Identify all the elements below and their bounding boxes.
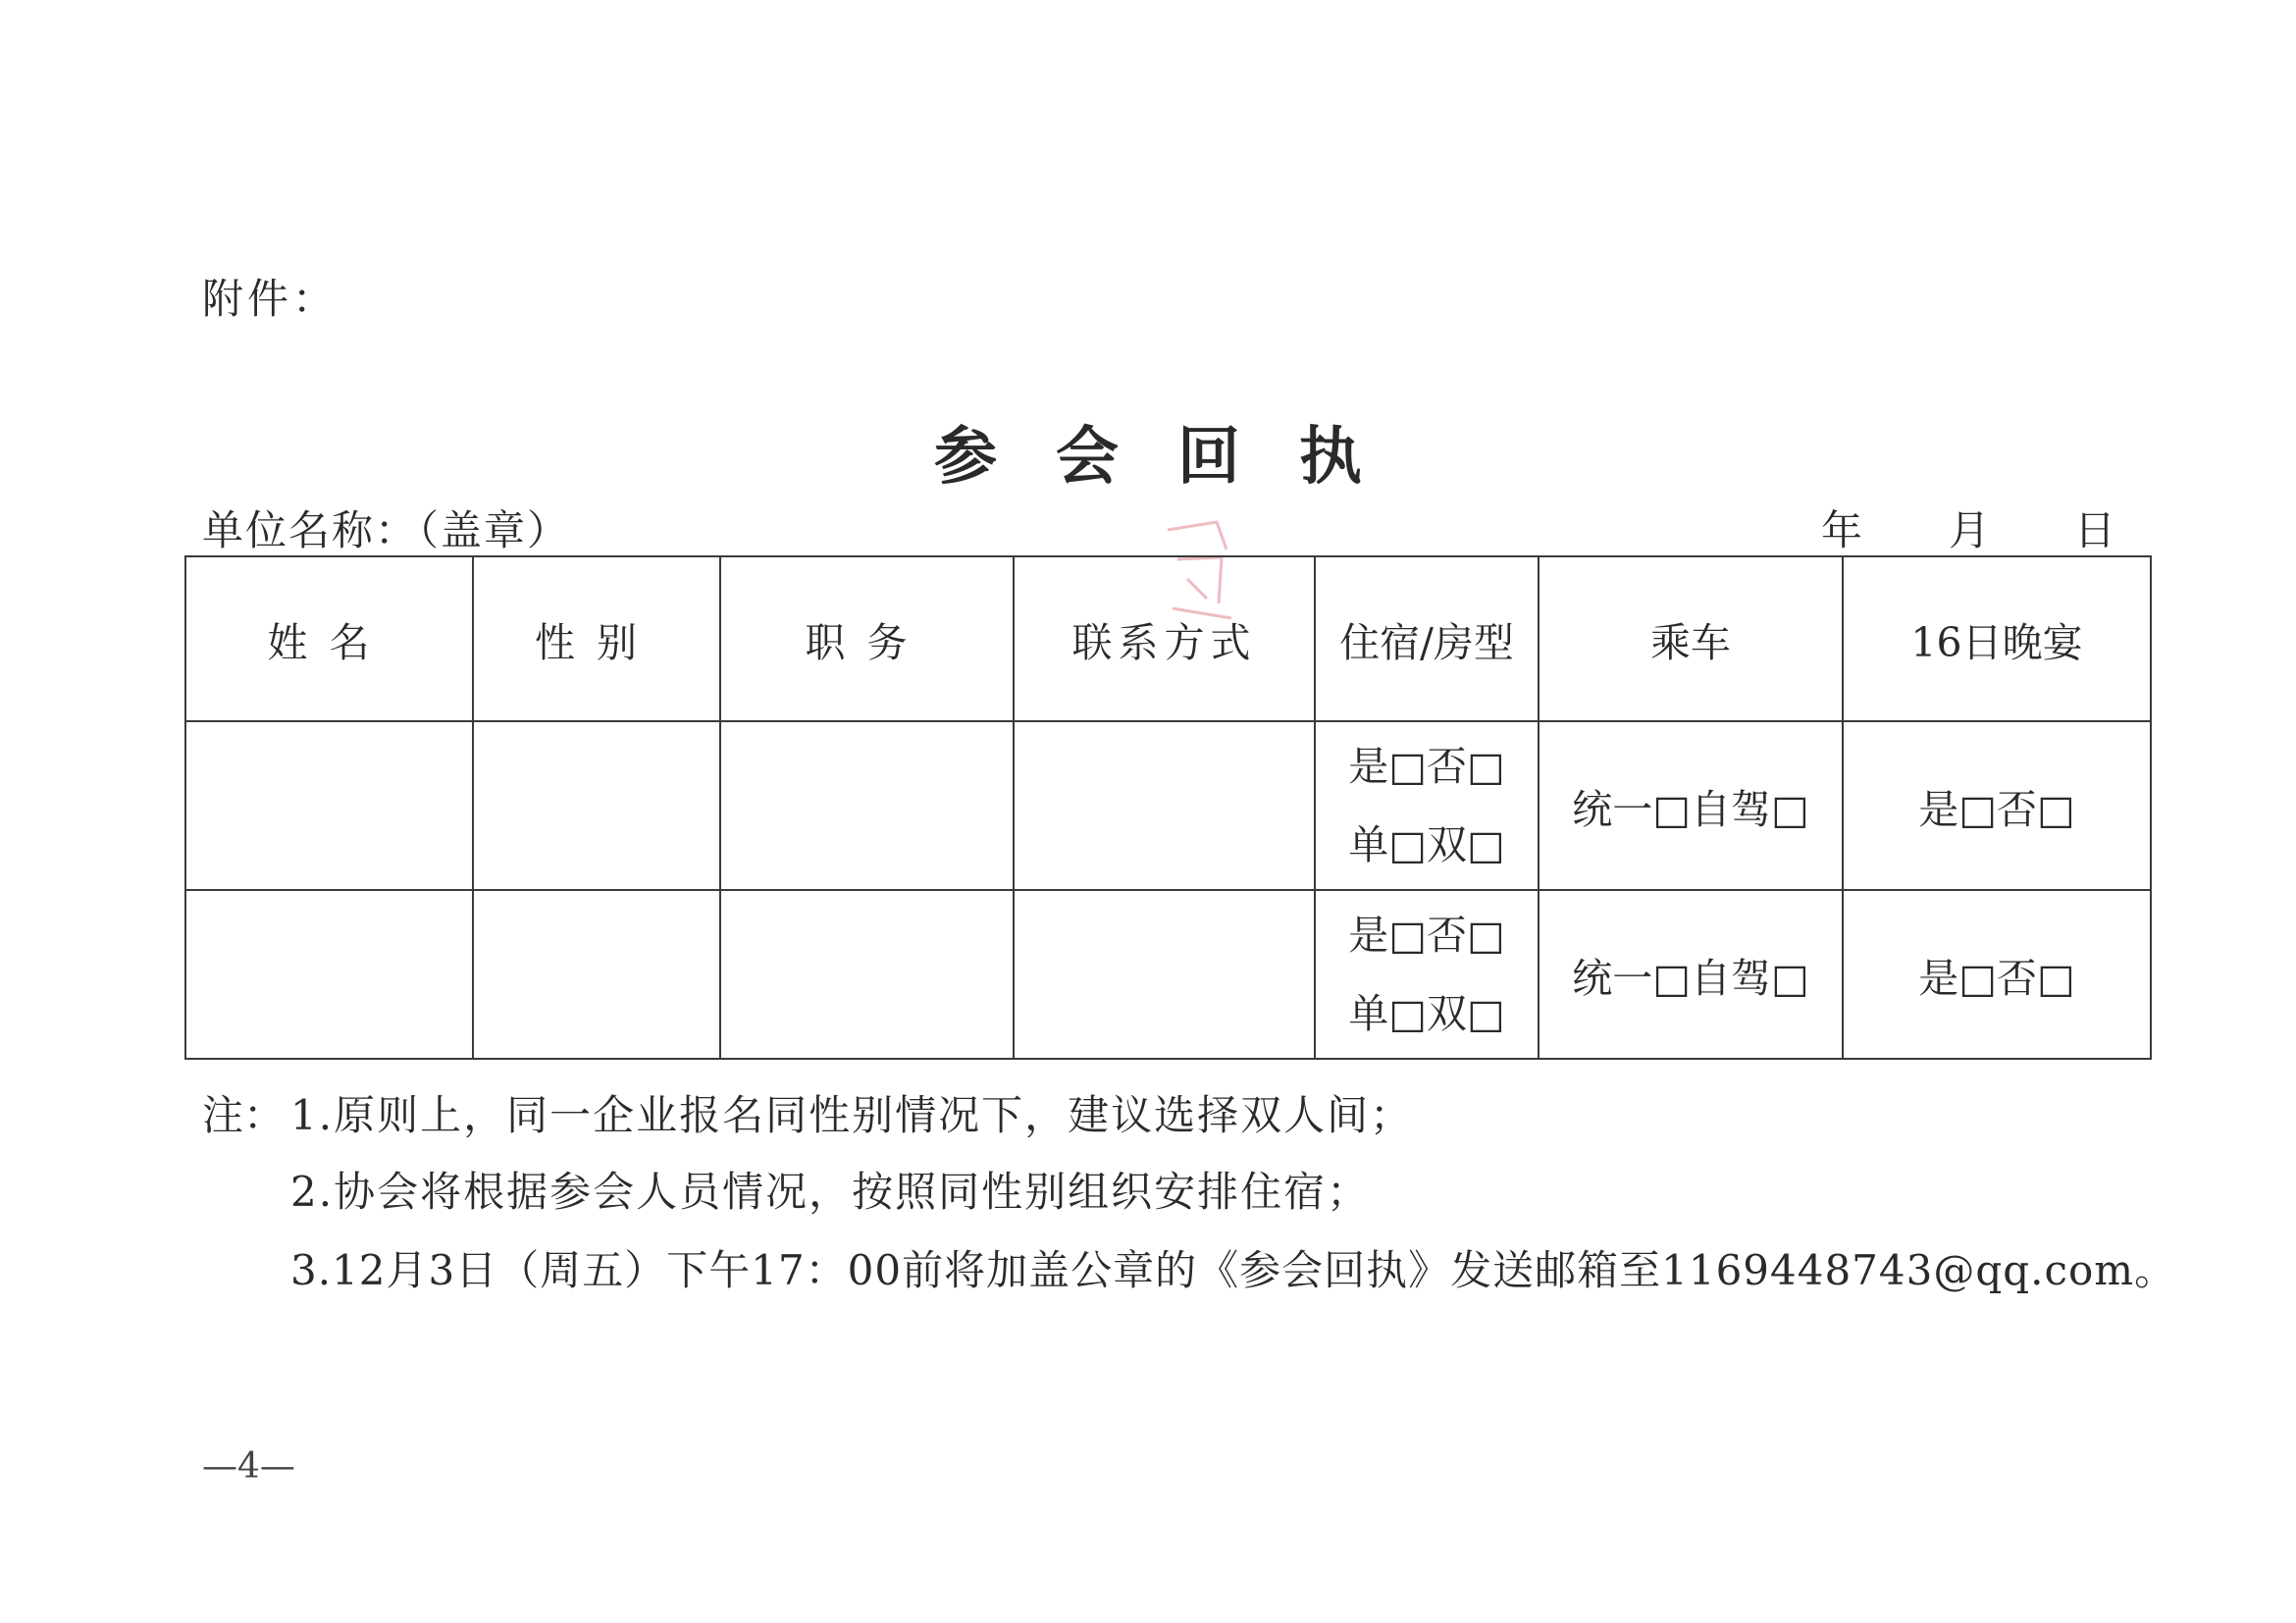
unit-name-label: 单位名称：（盖章） <box>202 506 571 554</box>
room-type-options[interactable]: 单□双□ <box>1348 821 1505 868</box>
gender-cell[interactable] <box>473 721 720 890</box>
banquet-options[interactable]: 是□否□ <box>1843 890 2151 1059</box>
date-day-label: 日 <box>2074 506 2116 554</box>
date-month-label: 月 <box>1949 506 1991 554</box>
table-row <box>185 721 2151 890</box>
column-header-lodging: 住宿/房型 <box>1315 556 1539 721</box>
document-title: 参会回执 <box>934 420 1421 494</box>
note-item-1: 1.原则上，同一企业报名同性别情况下，建议选择双人间； <box>290 1091 1414 1139</box>
lodging-yes-no-options[interactable]: 是□否□ <box>1348 912 1505 959</box>
column-header-name: 姓名 <box>185 556 473 721</box>
date-line <box>1821 498 2115 557</box>
column-header-position: 职务 <box>720 556 1014 721</box>
date-year-label: 年 <box>1821 506 1863 554</box>
table-header-row <box>185 556 2151 721</box>
position-cell[interactable] <box>720 890 1014 1059</box>
note-item-2: 2.协会将根据参会人员情况，按照同性别组织安排住宿； <box>290 1168 1371 1216</box>
lodging-yes-no-options[interactable]: 是□否□ <box>1348 743 1505 790</box>
banquet-options[interactable]: 是□否□ <box>1843 721 2151 890</box>
lodging-cell[interactable] <box>1315 721 1539 890</box>
contact-cell[interactable] <box>1014 890 1315 1059</box>
lodging-cell[interactable] <box>1315 890 1539 1059</box>
contact-cell[interactable] <box>1014 721 1315 890</box>
transport-options[interactable]: 统一□自驾□ <box>1539 721 1843 890</box>
position-cell[interactable] <box>720 721 1014 890</box>
note-item-3: 3.12月3日（周五）下午17：00前将加盖公章的《参会回执》发送邮箱至1169448743@qq.com。 <box>290 1246 2177 1294</box>
receipt-table <box>184 555 2152 1060</box>
column-header-banquet: 16日晚宴 <box>1843 556 2151 721</box>
gender-cell[interactable] <box>473 890 720 1059</box>
notes-prefix: 注： <box>202 1091 286 1139</box>
column-header-transport: 乘车 <box>1539 556 1843 721</box>
table-row <box>185 890 2151 1059</box>
name-cell[interactable] <box>185 721 473 890</box>
column-header-gender: 性别 <box>473 556 720 721</box>
room-type-options[interactable]: 单□双□ <box>1348 990 1505 1037</box>
name-cell[interactable] <box>185 890 473 1059</box>
attachment-label: 附件： <box>202 275 339 323</box>
page-number: —4— <box>202 1446 295 1487</box>
transport-options[interactable]: 统一□自驾□ <box>1539 890 1843 1059</box>
column-header-contact: 联系方式 <box>1014 556 1315 721</box>
